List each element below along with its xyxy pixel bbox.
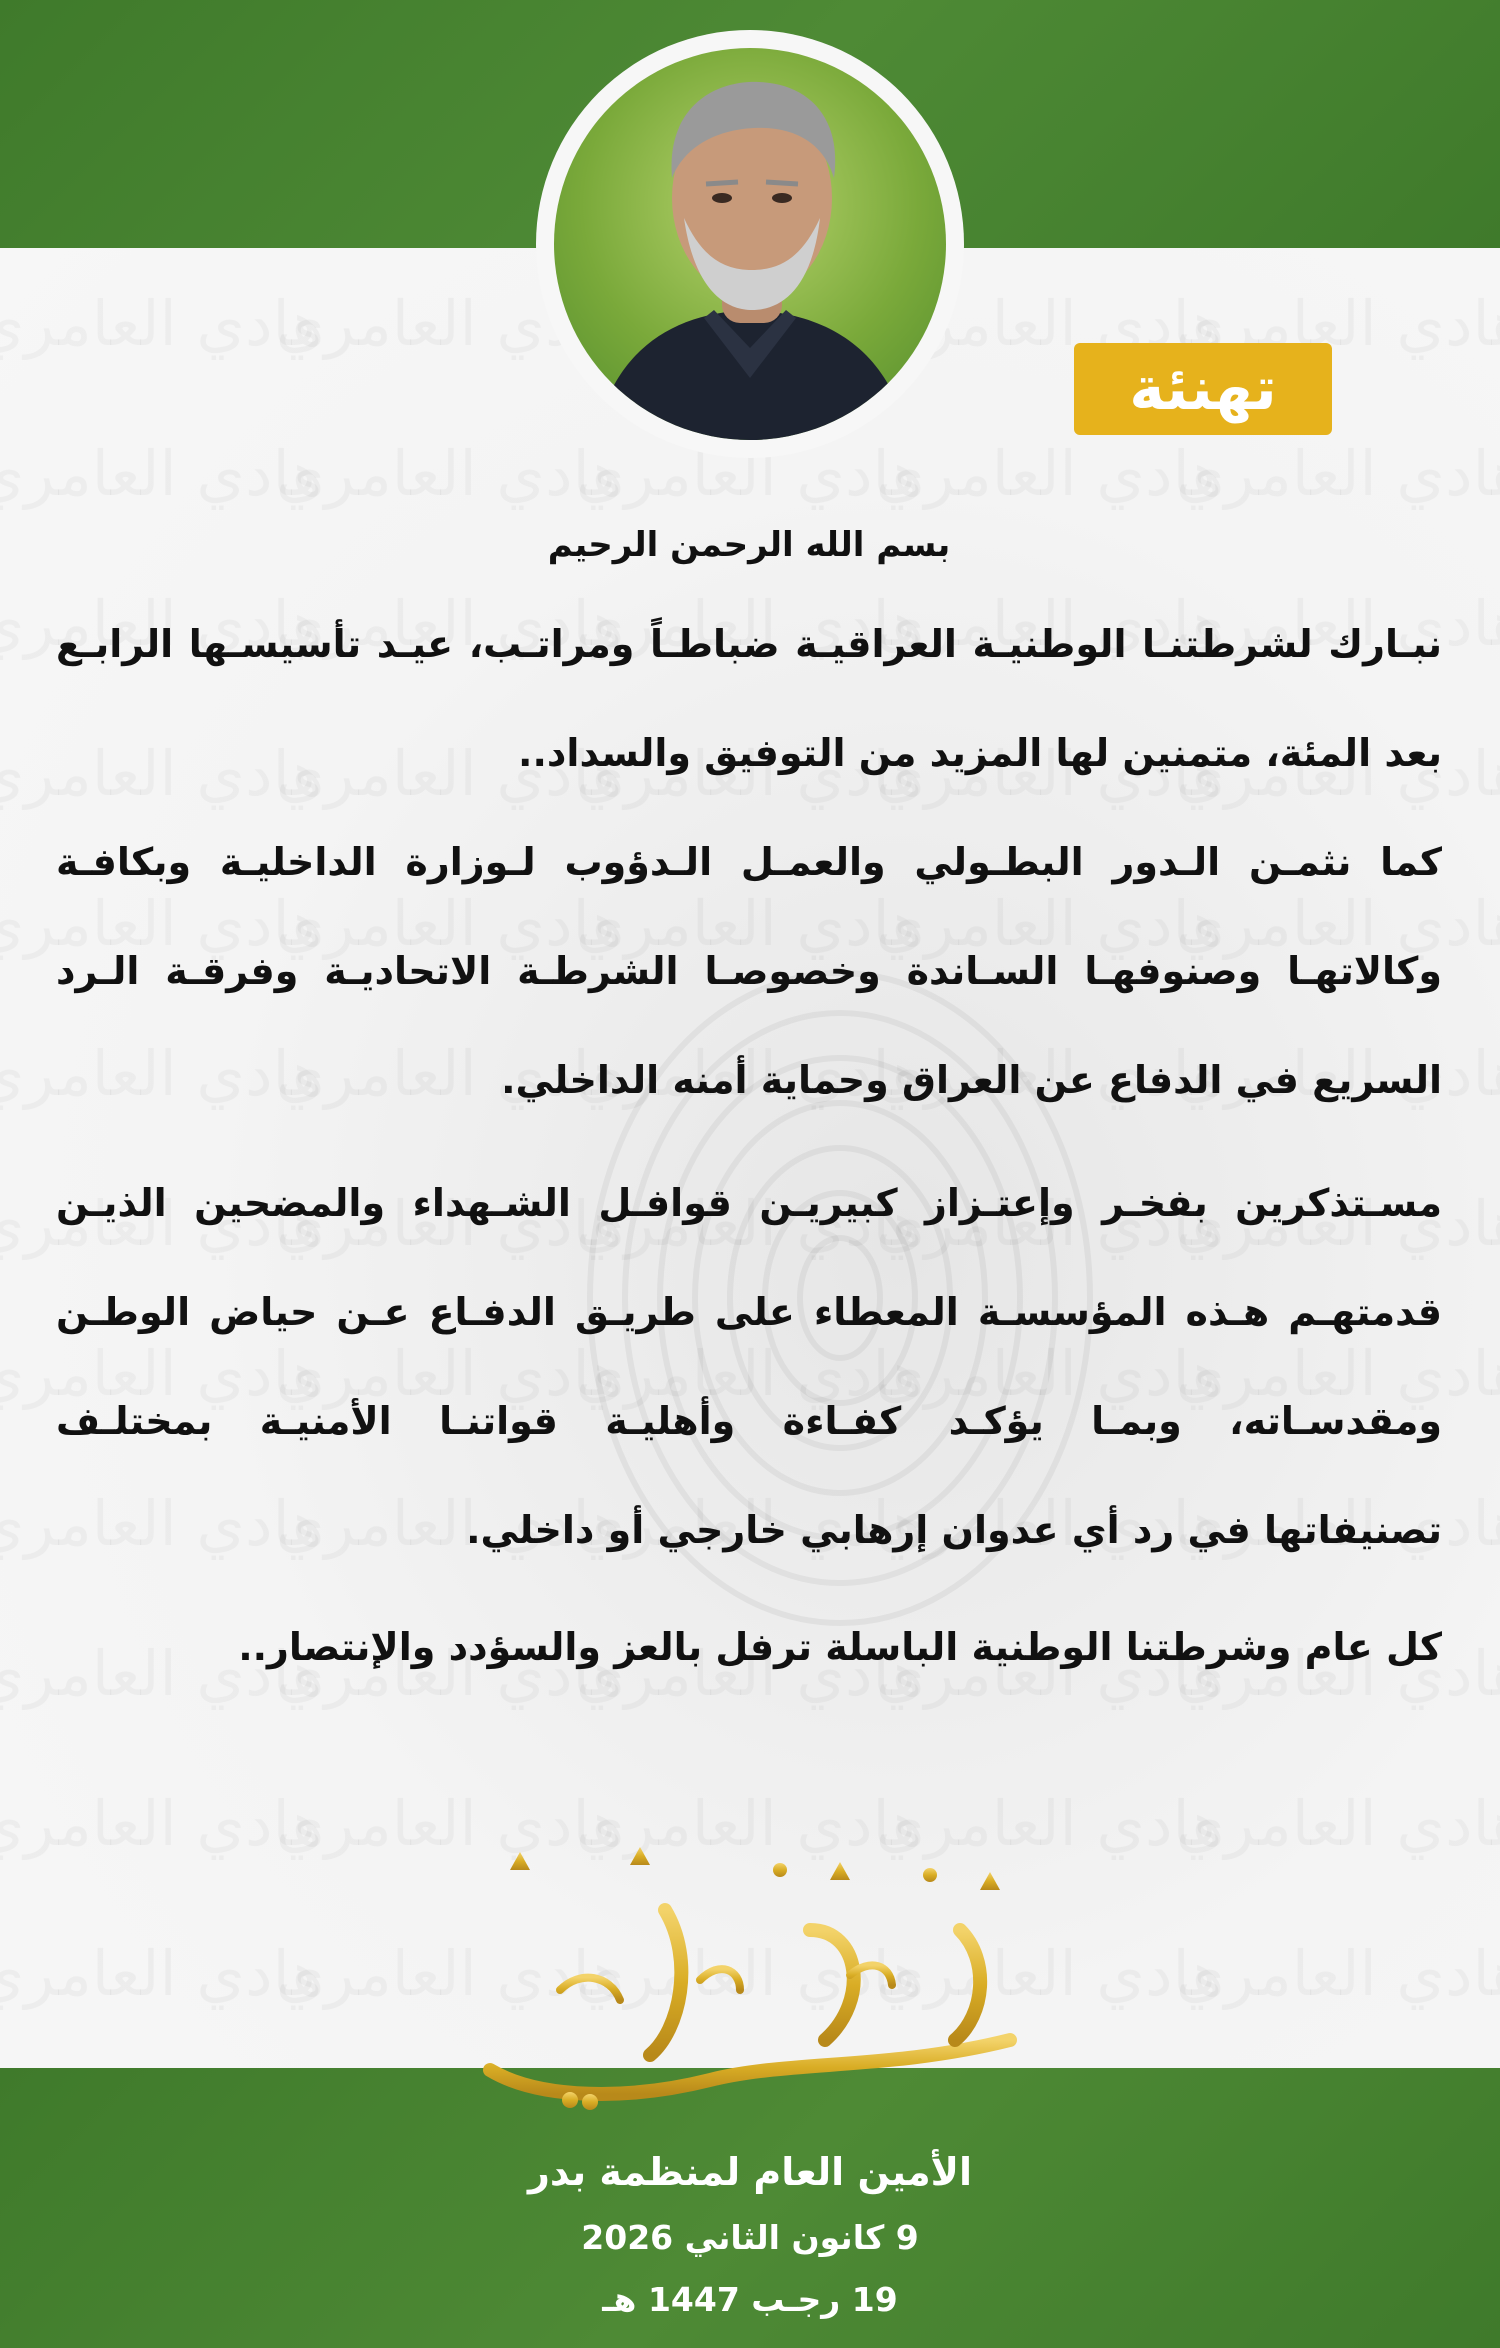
watermark-text [0, 248, 300, 398]
signatory-title: الأمين العام لمنظمة بدر [528, 2150, 972, 2194]
paragraph-4 [56, 1593, 1442, 1702]
paragraph-2 [56, 808, 1442, 1135]
message-body [56, 500, 1442, 1702]
body-line: نبـارك لشرطتنـا الوطنيـة العراقيـة ضباطـاً ومراتـب، عيـد تأسيسـها الرابـع [56, 622, 1442, 666]
paragraph-3 [56, 1149, 1442, 1585]
date-gregorian: 9 كانون الثاني 2026 [581, 2218, 919, 2257]
body-line: السريع في الدفاع عن العراق وحماية أمنه الداخلي. [501, 1058, 1442, 1102]
watermark-text [0, 1898, 300, 2048]
body-line: تصنيفاتها في رد أي عدوان إرهابي خارجي أو داخلي. [466, 1508, 1442, 1552]
body-line: كل عام وشرطتنا الوطنية الباسلة ترفل بالعز والسؤدد والإنتصار.. [238, 1625, 1442, 1669]
watermark-text [0, 1748, 300, 1898]
portrait-photo [554, 48, 946, 440]
body-line: وكالاتهـا وصنوفهـا السـاندة وخصوصـا الشرطـة الاتحاديـة وفرقـة الـرد [56, 949, 1442, 993]
basmala: بسم الله الرحمن الرحيم [547, 525, 951, 565]
watermark-text [1200, 1748, 1500, 1898]
body-line: مسـتذكرين بفخـر وإعتـزاز كبيريـن قوافـل الشـهداء والمضحين الذيـن [56, 1181, 1442, 1225]
date-hijri: 19 رجـب 1447 هـ [602, 2280, 898, 2319]
paragraph-1 [56, 590, 1442, 808]
person-icon [554, 48, 946, 440]
calligraphy-signature [450, 1840, 1050, 2140]
congratulation-badge: تهنئة [1074, 343, 1332, 435]
body-line: قدمتهـم هـذه المؤسسـة المعطاء على طريـق الدفـاع عـن حياض الوطـن [56, 1290, 1442, 1334]
body-line: بعد المئة، متمنين لها المزيد من التوفيق والسداد.. [518, 731, 1442, 775]
body-line: كما نثمـن الـدور البطـولي والعمـل الـدؤوب لـوزارة الداخليـة وبكافـة [56, 840, 1442, 884]
body-line: ومقدسـاته، وبمـا يؤكـد كفـاءة وأهليـة قواتنـا الأمنيـة بمختلـف [56, 1399, 1442, 1443]
watermark-text [1200, 1898, 1500, 2048]
